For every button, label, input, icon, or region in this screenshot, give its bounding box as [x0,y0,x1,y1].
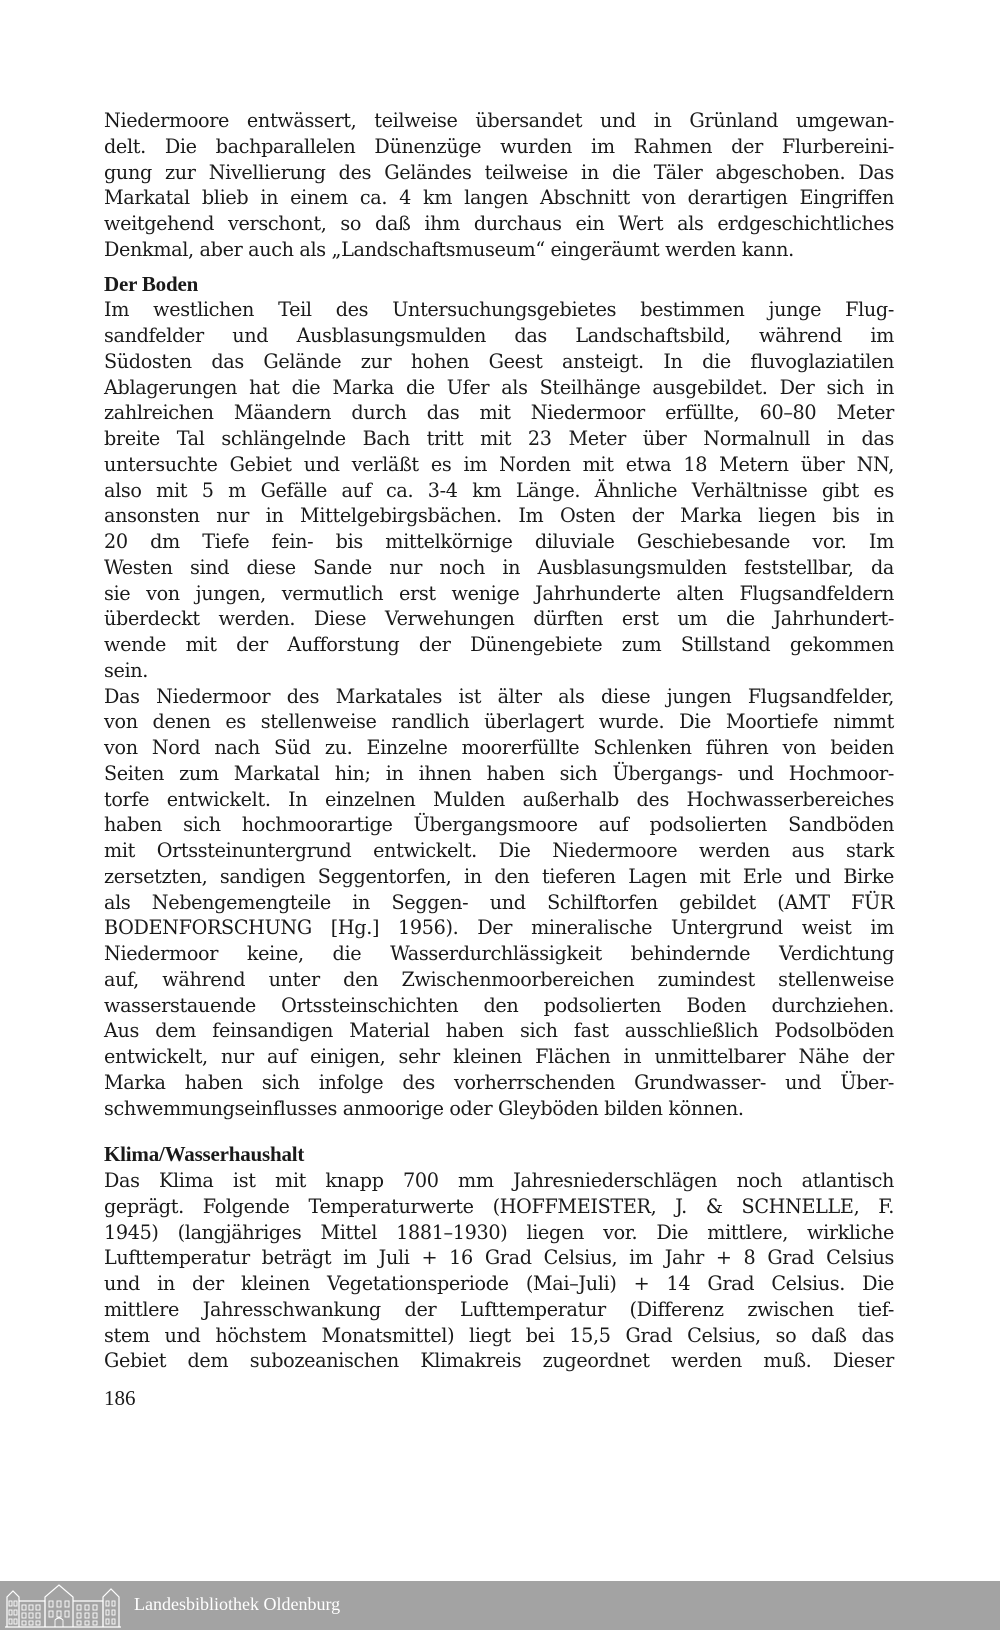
page-number: 186 [104,1386,136,1410]
text-line: geprägt. Folgende Temperaturwerte (HOFFMEISTER, J. & SCHNELLE, F. [104,1194,894,1218]
text-line: stem und höchstem Monatsmittel) liegt bei 15,5 Grad Celsius, so daß das [104,1323,894,1347]
text-line: BODENFORSCHUNG [Hg.] 1956). Der mineralische Untergrund weist im [104,916,894,940]
text-line: Seiten zum Markatal hin; in ihnen haben sich Übergangs- und Hochmoor- [104,761,894,785]
text-line: zersetzten, sandigen Seggentorfen, in den tieferen Lagen mit Erle und Birke [104,864,894,888]
text-line: entwickelt, nur auf einigen, sehr kleinen Flächen in unmittelbarer Nähe der [104,1045,894,1068]
library-name: Landesbibliothek Oldenburg [134,1594,341,1614]
text-line: breite Tal schlängelnde Bach tritt mit 23 Meter über Normalnull in das [104,427,894,450]
text-line: Gebiet dem subozeanischen Klimakreis zugeordnet werden muß. Dieser [104,1349,894,1373]
text-line: ansonsten nur in Mittelgebirgsbächen. Im Osten der Marka liegen bis in [104,504,894,528]
boden-paragraph-2 [104,684,894,1122]
text-line: Lufttemperatur beträgt im Juli + 16 Grad Celsius, im Jahr + 8 Grad Celsius [104,1246,894,1270]
text-line: von Nord nach Süd zu. Einzelne moorerfüllte Schlenken führen von beiden [104,736,894,759]
text-line: Das Klima ist mit knapp 700 mm Jahresniederschlägen noch atlantisch [104,1169,894,1192]
text-line: als Nebengemengteile in Seggen- und Schilftorfen gebildet (AMT FÜR [104,890,894,914]
text-line: auf, während unter den Zwischenmoorbereichen zumindest stellenweise [104,967,894,991]
section-heading-klima: Klima/Wasserhaushalt [104,1142,305,1167]
text-line: Denkmal, aber auch als „Landschaftsmuseum“ eingeräumt werden kann. [104,237,794,261]
library-footer-bar [0,1581,1000,1630]
document-page [104,108,894,1374]
intro-paragraph [104,108,894,263]
text-line: überdeckt werden. Diese Verwehungen dürften erst um die Jahrhundert- [104,607,894,631]
text-line: zahlreichen Mäandern durch das mit Niedermoor erfüllte, 60–80 Meter [104,401,894,425]
text-line: sandfelder und Ausblasungsmulden das Landschaftsbild, während im [104,324,894,347]
text-line: Niedermoore entwässert, teilweise übersandet und in Grünland umgewan- [104,109,894,132]
boden-paragraph-1 [104,297,894,683]
text-line: Aus dem feinsandigen Material haben sich fast ausschließlich Podsolböden [104,1019,894,1043]
text-line: sein. [104,658,149,682]
text-line: wasserstauende Ortssteinschichten den podsolierten Boden durchziehen. [104,993,894,1017]
text-line: gung zur Nivellierung des Geländes teilweise in die Täler abgeschoben. Das [104,160,894,184]
section-heading-boden: Der Boden [104,271,199,296]
text-line: und in der kleinen Vegetationsperiode (Mai–Juli) + 14 Grad Celsius. Die [104,1272,894,1295]
text-line: haben sich hochmoorartige Übergangsmoore auf podsolierten Sandböden [104,813,894,837]
text-line: Im westlichen Teil des Untersuchungsgebietes bestimmen junge Flug- [104,298,894,322]
library-building-icon [5,1583,121,1629]
text-line: mit Ortssteinuntergrund entwickelt. Die Niedermoore werden aus stark [104,839,894,862]
text-line: 1945) (langjähriges Mittel 1881–1930) liegen vor. Die mittlere, wirkliche [104,1220,894,1244]
text-line: sie von jungen, vermutlich erst wenige Jahrhunderte alten Flugsandfeldern [104,581,894,605]
text-line: schwemmungseinflusses anmoorige oder Gleyböden bilden können. [104,1096,744,1120]
text-line: delt. Die bachparallelen Dünenzüge wurden im Rahmen der Flurbereini- [104,134,894,158]
text-line: mittlere Jahresschwankung der Lufttemperatur (Differenz zwischen tief- [104,1297,894,1321]
text-line: Westen sind diese Sande nur noch in Ausblasungsmulden feststellbar, da [104,555,894,579]
text-line: Niedermoor keine, die Wasserdurchlässigkeit behindernde Verdichtung [104,942,894,965]
text-line: torfe entwickelt. In einzelnen Mulden außerhalb des Hochwasserbereiches [104,787,894,811]
text-line: Südosten das Gelände zur hohen Geest ansteigt. In die fluvoglaziatilen [104,349,894,373]
text-line: also mit 5 m Gefälle auf ca. 3-4 km Länge. Ähnliche Verhältnisse gibt es [104,478,894,502]
klima-paragraph-1 [104,1168,894,1374]
text-line: Ablagerungen hat die Marka die Ufer als Steilhänge ausgebildet. Der sich in [104,375,894,399]
text-line: Das Niedermoor des Markatales ist älter als diese jungen Flugsandfelder, [104,684,894,708]
text-line: Markatal blieb in einem ca. 4 km langen Abschnitt von derartigen Eingriffen [104,186,894,210]
text-line: weitgehend verschont, so daß ihm durchaus ein Wert als erdgeschichtliches [104,212,894,235]
text-line: Marka haben sich infolge des vorherrschenden Grundwasser- und Über- [104,1070,894,1094]
text-line: untersuchte Gebiet und verläßt es im Norden mit etwa 18 Metern über NN, [104,452,894,476]
text-line: 20 dm Tiefe fein- bis mittelkörnige diluviale Geschiebesande vor. Im [104,530,894,553]
text-line: wende mit der Aufforstung der Dünengebiete zum Stillstand gekommen [104,633,894,656]
text-line: von denen es stellenweise randlich überlagert wurde. Die Moortiefe nimmt [104,710,894,734]
